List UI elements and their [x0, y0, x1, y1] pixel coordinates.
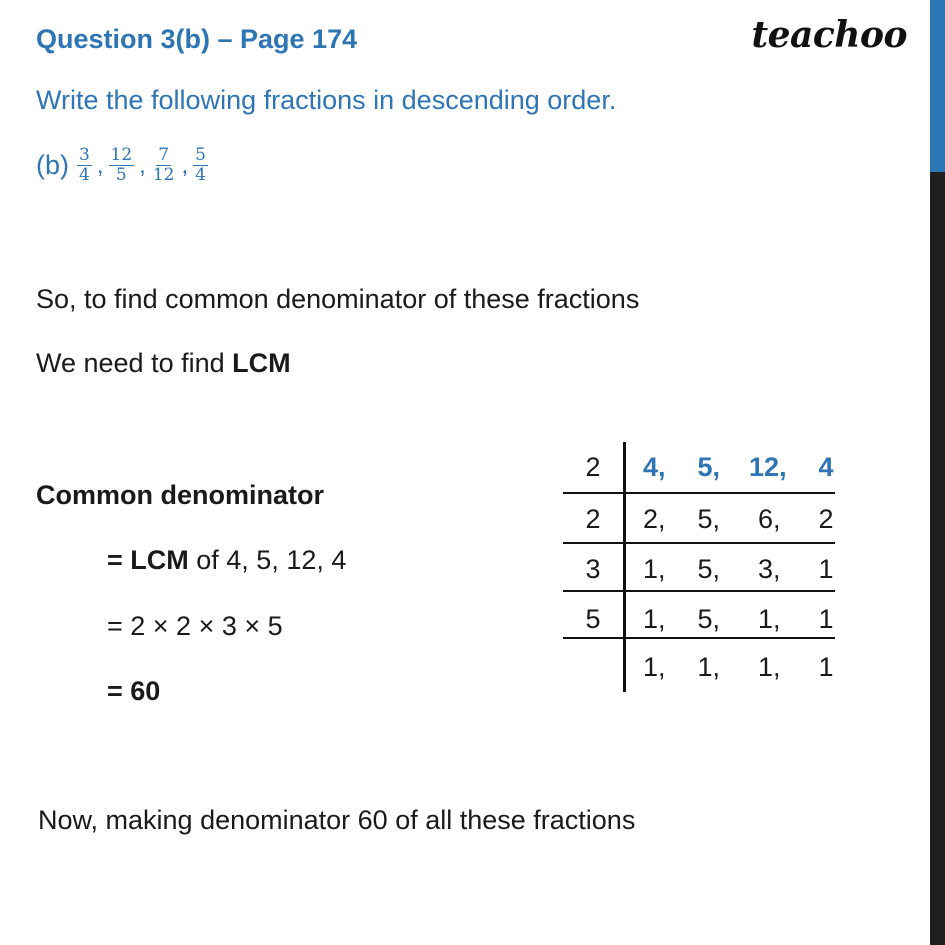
value: 2,	[643, 504, 666, 534]
value: 5,	[697, 604, 721, 634]
row-values	[643, 642, 834, 692]
scrollbar-thumb[interactable]	[930, 0, 945, 172]
value: 6,	[758, 504, 781, 534]
table-row	[563, 544, 835, 594]
divisor: 2	[585, 452, 601, 482]
page-title: Question 3(b) – Page 174	[36, 24, 358, 54]
lcm-step-1	[107, 545, 346, 576]
fraction	[193, 146, 208, 185]
table-row	[563, 442, 835, 492]
fraction-denominator: 4	[195, 165, 206, 185]
fraction	[151, 146, 177, 185]
fraction-denominator: 5	[115, 165, 127, 185]
divisor: 2	[585, 504, 601, 534]
fraction-numerator: 7	[158, 145, 170, 165]
value: 1,	[758, 604, 781, 634]
value: 1,	[643, 554, 666, 584]
value: 5,	[697, 554, 721, 584]
teachoo-logo: teachoo	[751, 14, 907, 56]
separator: ,	[181, 151, 189, 179]
row-values	[643, 544, 834, 594]
common-denominator-heading: Common denominator	[36, 480, 324, 510]
table-row	[563, 642, 835, 692]
solution-line-2-prefix: We need to find	[36, 348, 233, 378]
lcm-term: LCM	[232, 348, 291, 378]
value: 12,	[749, 452, 787, 482]
lcm-step-2: = 2 × 2 × 3 × 5	[107, 611, 283, 641]
fraction-numerator: 5	[195, 145, 206, 165]
lcm-result: = 60	[107, 676, 161, 706]
value: 1,	[643, 652, 666, 682]
fraction	[109, 146, 135, 185]
closing-line: Now, making denominator 60 of all these fractions	[38, 805, 636, 835]
fraction-denominator: 4	[79, 165, 90, 185]
row-values	[643, 442, 834, 492]
table-divider	[563, 590, 835, 592]
question-fractions	[36, 146, 210, 185]
value: 1,	[697, 652, 721, 682]
value: 1,	[643, 604, 666, 634]
value: 1	[818, 652, 834, 682]
lcm-step-1-rest: of 4, 5, 12, 4	[188, 545, 347, 575]
fraction-numerator: 12	[110, 145, 133, 165]
value: 1	[818, 604, 834, 634]
table-row	[563, 494, 835, 544]
solution-line-1: So, to find common denominator of these fractions	[36, 284, 640, 314]
value: 5,	[697, 452, 721, 482]
fraction	[77, 146, 92, 185]
separator: ,	[96, 151, 104, 179]
value: 5,	[697, 504, 721, 534]
separator: ,	[139, 151, 146, 179]
solution-line-2	[36, 348, 291, 379]
divisor: 5	[585, 604, 601, 634]
value: 1	[818, 554, 834, 584]
fraction-numerator: 3	[79, 145, 90, 165]
value: 1,	[758, 652, 781, 682]
row-values	[643, 494, 834, 544]
value: 3,	[758, 554, 781, 584]
lcm-step-1-bold: = LCM	[107, 545, 189, 575]
value: 4	[818, 452, 834, 482]
divisor: 3	[585, 554, 601, 584]
question-text: Write the following fractions in descending order.	[36, 85, 617, 115]
value: 4,	[643, 452, 666, 482]
table-divider	[563, 637, 835, 639]
fraction-denominator: 12	[152, 165, 175, 185]
part-label: (b)	[36, 150, 69, 180]
value: 2	[818, 504, 834, 534]
